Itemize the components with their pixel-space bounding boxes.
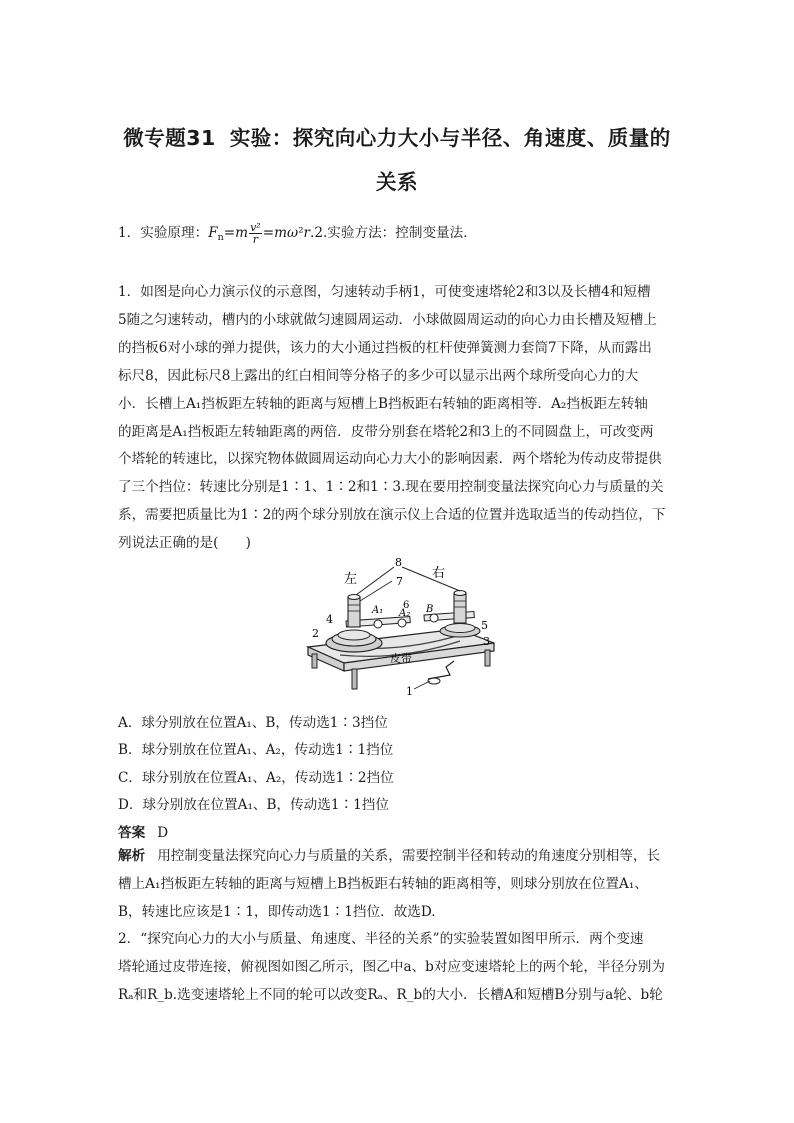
ball-A2	[398, 619, 406, 627]
fraction-denominator: r	[252, 233, 258, 246]
equals-1: =	[223, 225, 236, 241]
label-7: 7	[396, 575, 403, 588]
analysis-line: 槽上A₁挡板距左转轴的距离与短槽上B挡板距右转轴的距离相等，则球分别放在位置A₁、	[118, 875, 648, 892]
title-text-2: 关系	[376, 170, 418, 194]
q1-line: 1．如图是向心力演示仪的示意图，匀速转动手柄1，可使变速塔轮2和3以及长槽4和短槽	[118, 284, 651, 300]
option-c: C．球分别放在位置A₁、A₂，传动选1∶2挡位	[118, 770, 394, 786]
q2-line: Rₐ和R_b.选变速塔轮上不同的轮可以改变Rₐ、R_b的大小．长槽A和短槽B分别与a轮、b轮	[118, 986, 663, 1003]
left-sleeve	[348, 597, 360, 627]
option-d: D．球分别放在位置A₁、B，传动选1∶1挡位	[118, 797, 389, 813]
mass-symbol: m	[235, 225, 249, 241]
question-2	[118, 926, 680, 1010]
leader-line	[402, 567, 460, 591]
label-4: 4	[326, 613, 333, 626]
leader-line	[360, 581, 392, 601]
force-symbol: F	[208, 225, 218, 241]
question-1	[118, 279, 680, 558]
right-sleeve	[454, 593, 466, 623]
answer-label: 答案	[118, 825, 146, 841]
leg	[312, 654, 317, 668]
q1-line: 的距离是A₁挡板距左转轴距离的两倍．皮带分别套在塔轮2和3上的不同圆盘上，可改变两	[118, 423, 654, 440]
q2-line: 塔轮通过皮带连接，俯视图如图乙所示，图乙中a、b对应变速塔轮上的两个轮，半径分别为	[118, 958, 665, 975]
q1-line: 列说法正确的是( )	[118, 535, 251, 552]
analysis	[118, 843, 680, 927]
ball-B	[430, 614, 438, 622]
analysis-label: 解析	[118, 848, 146, 864]
option-a: A．球分别放在位置A₁、B，传动选1∶3挡位	[118, 715, 388, 731]
radius-symbol: r	[303, 225, 311, 241]
label-8: 8	[395, 556, 402, 569]
label-left: 左	[344, 572, 358, 587]
q1-line: 个塔轮的转速比，以探究物体做圆周运动向心力大小的影响因素．两个塔轮为传动皮带提供	[118, 451, 662, 468]
label-3: 3	[483, 635, 490, 648]
label-1: 1	[406, 685, 413, 698]
leg	[485, 650, 490, 666]
answer-line	[118, 821, 168, 841]
q1-line: 系，需要把质量比为1∶2的两个球分别放在演示仪上合适的位置并选取适当的传动挡位，下	[118, 507, 666, 524]
principle-line	[118, 222, 477, 248]
title-line-1	[112, 121, 682, 151]
left-sleeve-top	[348, 595, 360, 600]
q1-line: 小．长槽上A₁挡板距左转轴的距离与短槽上B挡板距右转轴的距离相等．A₂挡板距左转轴	[118, 395, 648, 412]
velocity-fraction	[249, 222, 262, 245]
omega-square: ²	[298, 225, 304, 241]
label-5: 5	[481, 619, 488, 632]
left-pulley-top	[338, 630, 370, 640]
q1-line: 了三个挡位：转速比分别是1∶1、1∶2和1∶3.现在要用控制变量法探究向心力与质量的关	[118, 479, 664, 496]
leader-line	[414, 681, 430, 689]
q1-line: 标尺8，因此标尺8上露出的红白相间等分格子的多少可以显示出两个球所受向心力的大	[118, 367, 639, 384]
title-number: 微专题31	[123, 126, 216, 150]
fraction-numerator: v²	[250, 221, 261, 234]
analysis-line: B，转速比应该是1∶1，即传动选1∶1挡位．故选D.	[118, 903, 436, 920]
q2-line: 2．“探究向心力的大小与质量、角速度、半径的关系”的实验装置如图甲所示．两个变速	[118, 931, 644, 947]
crank-handle	[428, 661, 454, 679]
q1-line: 的挡板6对小球的弹力提供，该力的大小通过挡板的杠杆使弹簧测力套筒7下降，从而露出	[118, 339, 652, 356]
leg	[352, 669, 357, 689]
analysis-text: 用控制变量法探究向心力与质量的关系，需要控制半径和转动的角速度分别相等，长	[157, 848, 661, 864]
title-text: 实验：探究向心力大小与半径、角速度、质量的	[229, 126, 671, 150]
label-belt: 皮带	[390, 652, 412, 665]
leader-line	[356, 567, 394, 595]
label-6: 6	[403, 600, 410, 611]
ball-A1	[374, 620, 382, 628]
answer-value: D	[157, 825, 169, 841]
label-A1: A₁	[372, 605, 384, 616]
label-right: 右	[432, 566, 446, 581]
equals-2: =	[262, 225, 275, 241]
principle-suffix: .2.实验方法：控制变量法．	[310, 225, 477, 241]
force-subscript: n	[217, 232, 224, 243]
label-B: B	[426, 604, 434, 615]
principle-prefix: 1．实验原理：	[118, 225, 209, 241]
title-line-2	[112, 165, 682, 195]
right-pulley-top	[445, 624, 475, 633]
m-omega: mω	[274, 225, 299, 241]
centripetal-force-apparatus-figure	[300, 555, 500, 705]
right-sleeve-top	[454, 591, 466, 596]
label-2: 2	[312, 627, 319, 640]
option-b: B．球分别放在位置A₁、A₂，传动选1∶1挡位	[118, 742, 394, 758]
analysis-line	[118, 843, 680, 871]
label-A2: A₂	[399, 608, 411, 619]
q1-line: 5随之匀速转动，槽内的小球就做匀速圆周运动．小球做圆周运动的向心力由长槽及短槽上	[118, 311, 657, 328]
